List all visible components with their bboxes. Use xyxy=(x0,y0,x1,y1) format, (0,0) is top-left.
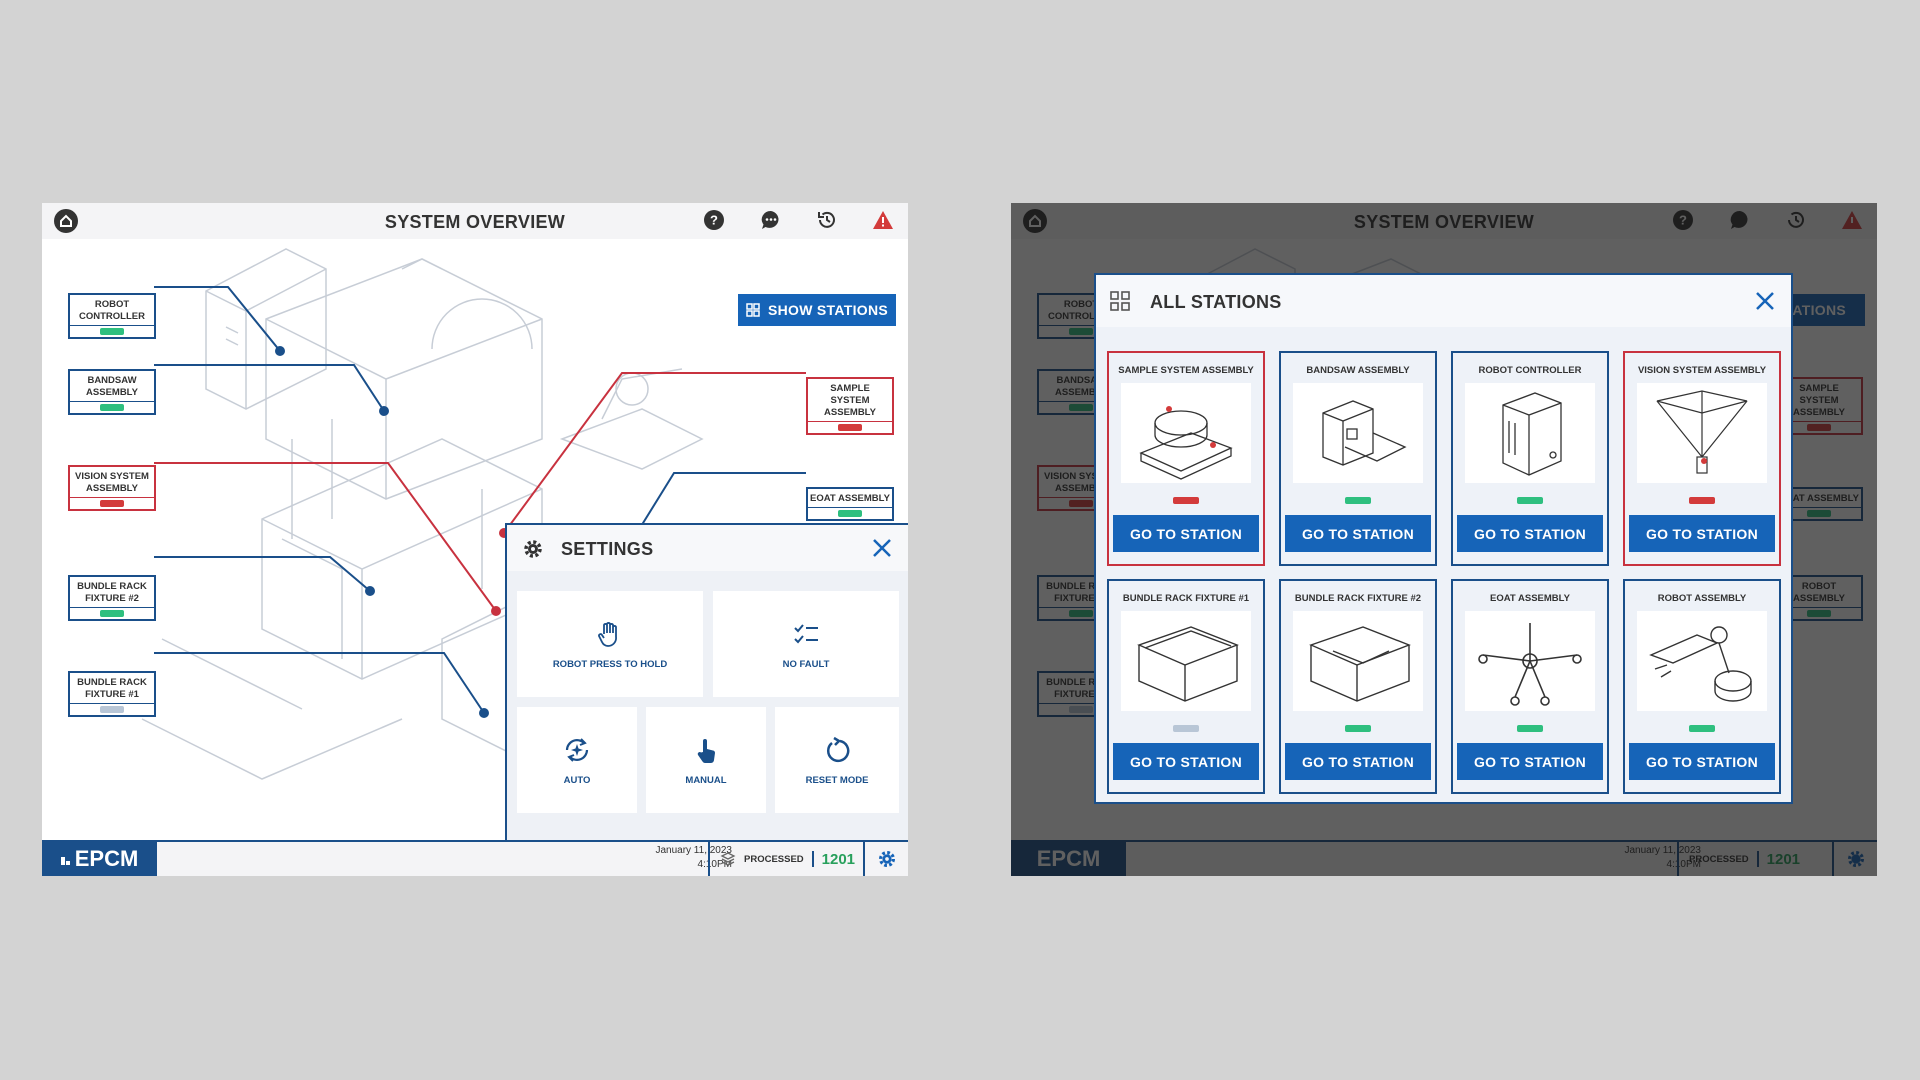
station-status-indicator xyxy=(1345,725,1371,732)
status-indicator xyxy=(100,328,124,335)
auto-mode-button[interactable]: AUTO xyxy=(517,707,637,813)
status-indicator xyxy=(100,706,124,713)
callout-eoat-assembly[interactable]: EOAT ASSEMBLY xyxy=(806,487,894,521)
gear-icon xyxy=(876,848,898,870)
vision-system-image xyxy=(1637,383,1767,483)
date-time: January 11, 2023 4:10PM xyxy=(655,845,732,870)
history-icon[interactable] xyxy=(816,209,838,231)
status-indicator xyxy=(100,500,124,507)
go-to-station-button[interactable]: GO TO STATION xyxy=(1113,743,1259,780)
status-indicator xyxy=(100,610,124,617)
brand-mark-icon xyxy=(61,853,73,865)
touch-icon xyxy=(691,735,721,765)
system-overview-screen-stations xyxy=(1011,203,1877,876)
station-status-indicator xyxy=(1689,497,1715,504)
status-indicator xyxy=(838,510,862,517)
close-icon[interactable] xyxy=(871,537,893,559)
brand-logo: EPCM xyxy=(42,840,157,876)
close-icon[interactable] xyxy=(1754,290,1776,312)
system-overview-screen xyxy=(42,203,908,876)
station-status-indicator xyxy=(1517,497,1543,504)
callout-robot-controller[interactable]: ROBOT CONTROLLER xyxy=(68,293,156,339)
go-to-station-button[interactable]: GO TO STATION xyxy=(1285,743,1431,780)
no-fault-button[interactable]: NO FAULT xyxy=(713,591,899,697)
sample-system-image xyxy=(1121,383,1251,483)
manual-mode-button[interactable]: MANUAL xyxy=(646,707,766,813)
page-title: SYSTEM OVERVIEW xyxy=(384,212,566,232)
processed-counter: PROCESSED 1201 xyxy=(708,842,863,876)
bundle-rack-fixture-2-image xyxy=(1293,611,1423,711)
chat-icon[interactable] xyxy=(760,209,782,231)
alert-icon[interactable] xyxy=(872,209,894,231)
station-card-bundle-rack-fixture-2: BUNDLE RACK FIXTURE #2 GO TO STATION xyxy=(1279,579,1437,794)
go-to-station-button[interactable]: GO TO STATION xyxy=(1629,515,1775,552)
station-status-indicator xyxy=(1345,497,1371,504)
svg-text:?: ? xyxy=(710,212,718,228)
settings-panel xyxy=(505,523,908,840)
help-icon[interactable] xyxy=(703,209,725,231)
go-to-station-button[interactable]: GO TO STATION xyxy=(1285,515,1431,552)
eoat-image xyxy=(1465,611,1595,711)
all-stations-modal xyxy=(1094,273,1793,804)
callout-bundle-rack-fixture-2[interactable]: BUNDLE RACK FIXTURE #2 xyxy=(68,575,156,621)
callout-vision-system-assembly[interactable]: VISION SYSTEM ASSEMBLY xyxy=(68,465,156,511)
go-to-station-button[interactable]: GO TO STATION xyxy=(1457,515,1603,552)
bundle-rack-fixture-1-image xyxy=(1121,611,1251,711)
hand-icon xyxy=(595,619,625,649)
station-card-eoat-assembly: EOAT ASSEMBLY GO TO STATION xyxy=(1451,579,1609,794)
grid-icon xyxy=(746,303,760,317)
settings-button[interactable] xyxy=(863,842,908,876)
status-indicator xyxy=(838,424,862,431)
station-status-indicator xyxy=(1689,725,1715,732)
go-to-station-button[interactable]: GO TO STATION xyxy=(1457,743,1603,780)
settings-title: SETTINGS xyxy=(561,539,654,559)
station-status-indicator xyxy=(1173,497,1199,504)
auto-icon xyxy=(562,735,592,765)
top-bar xyxy=(42,203,908,239)
station-card-bundle-rack-fixture-1: BUNDLE RACK FIXTURE #1 GO TO STATION xyxy=(1107,579,1265,794)
callout-sample-system-assembly[interactable]: SAMPLE SYSTEM ASSEMBLY xyxy=(806,377,894,435)
bandsaw-image xyxy=(1293,383,1423,483)
show-stations-button[interactable]: SHOW STATIONS xyxy=(738,294,896,326)
go-to-station-button[interactable]: GO TO STATION xyxy=(1113,515,1259,552)
robot-assembly-image xyxy=(1637,611,1767,711)
station-status-indicator xyxy=(1173,725,1199,732)
callout-bundle-rack-fixture-1[interactable]: BUNDLE RACK FIXTURE #1 xyxy=(68,671,156,717)
station-card-robot-controller: ROBOT CONTROLLER GO TO STATION xyxy=(1451,351,1609,566)
status-bar xyxy=(42,840,908,876)
grid-icon xyxy=(1110,291,1130,311)
robot-press-to-hold-button[interactable]: ROBOT PRESS TO HOLD xyxy=(517,591,703,697)
reset-icon xyxy=(822,735,852,765)
checklist-icon xyxy=(791,619,821,649)
station-status-indicator xyxy=(1517,725,1543,732)
all-stations-title: ALL STATIONS xyxy=(1150,292,1282,312)
reset-mode-button[interactable]: RESET MODE xyxy=(775,707,899,813)
gear-icon xyxy=(521,537,545,561)
callout-bandsaw-assembly[interactable]: BANDSAW ASSEMBLY xyxy=(68,369,156,415)
settings-header xyxy=(507,525,908,571)
station-card-sample-system-assembly: SAMPLE SYSTEM ASSEMBLY GO TO STATION xyxy=(1107,351,1265,566)
robot-controller-image xyxy=(1465,383,1595,483)
stack-icon xyxy=(720,852,736,866)
station-card-robot-assembly: ROBOT ASSEMBLY GO TO STATION xyxy=(1623,579,1781,794)
station-card-bandsaw-assembly: BANDSAW ASSEMBLY GO TO STATION xyxy=(1279,351,1437,566)
go-to-station-button[interactable]: GO TO STATION xyxy=(1629,743,1775,780)
station-card-vision-system-assembly: VISION SYSTEM ASSEMBLY GO TO STATION xyxy=(1623,351,1781,566)
all-stations-header xyxy=(1096,275,1791,327)
status-indicator xyxy=(100,404,124,411)
